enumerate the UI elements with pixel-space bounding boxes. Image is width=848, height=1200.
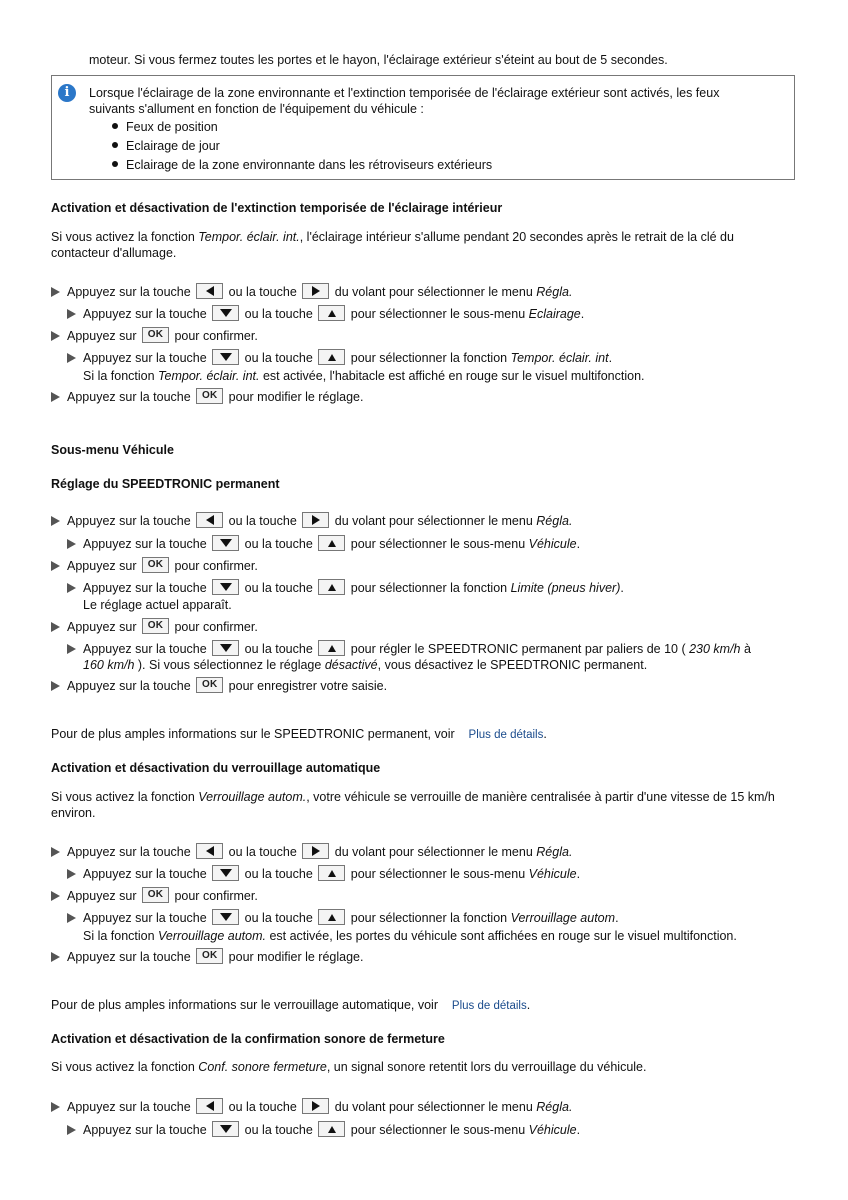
step-arrow-icon bbox=[67, 869, 76, 879]
section-heading: Activation et désactivation de la confirmation sonore de fermeture bbox=[51, 1032, 445, 1046]
step-arrow-icon bbox=[51, 847, 60, 857]
ok-key-icon: OK bbox=[196, 948, 223, 964]
up-key-icon bbox=[318, 865, 345, 881]
step: Appuyez sur OK pour confirmer. bbox=[51, 327, 258, 344]
step-arrow-icon bbox=[67, 644, 76, 654]
section-heading: Activation et désactivation de l'extinction temporisée de l'éclairage intérieur bbox=[51, 201, 503, 215]
info-text-line1: Lorsque l'éclairage de la zone environnante et l'extinction temporisée de l'éclairage extérieur sont activés, les feux bbox=[89, 86, 720, 100]
step: Appuyez sur OK pour confirmer. bbox=[51, 887, 258, 904]
ok-key-icon: OK bbox=[142, 887, 169, 903]
left-key-icon bbox=[196, 512, 223, 528]
step-arrow-icon bbox=[51, 681, 60, 691]
up-key-icon bbox=[318, 305, 345, 321]
paragraph: contacteur d'allumage. bbox=[51, 246, 177, 260]
down-key-icon bbox=[212, 579, 239, 595]
step-note: 160 km/h ). Si vous sélectionnez le réglage désactivé, vous désactivez le SPEEDTRONIC permanent. bbox=[83, 658, 648, 672]
right-key-icon bbox=[302, 843, 329, 859]
substep: Appuyez sur la touche ou la touche pour sélectionner la fonction Verrouillage autom. bbox=[67, 909, 619, 926]
down-key-icon bbox=[212, 865, 239, 881]
substep: Appuyez sur la touche ou la touche pour sélectionner le sous-menu Véhicule. bbox=[67, 1121, 580, 1138]
more-details-link[interactable]: Plus de détails bbox=[451, 1000, 527, 1012]
step-arrow-icon bbox=[67, 309, 76, 319]
step: Appuyez sur la touche ou la touche du volant pour sélectionner le menu Régla. bbox=[51, 283, 572, 300]
step: Appuyez sur la touche OK pour enregistrer votre saisie. bbox=[51, 677, 387, 694]
bullet-icon bbox=[112, 123, 118, 129]
step-arrow-icon bbox=[51, 287, 60, 297]
info-icon: i bbox=[58, 84, 76, 102]
left-key-icon bbox=[196, 843, 223, 859]
info-text-line2: suivants s'allument en fonction de l'équipement du véhicule : bbox=[89, 102, 424, 116]
step-note: Si la fonction Tempor. éclair. int. est activée, l'habitacle est affiché en rouge sur le visuel multifonction. bbox=[83, 369, 645, 383]
step-arrow-icon bbox=[51, 516, 60, 526]
ok-key-icon: OK bbox=[142, 618, 169, 634]
ok-key-icon: OK bbox=[196, 388, 223, 404]
step-arrow-icon bbox=[51, 952, 60, 962]
step-arrow-icon bbox=[51, 331, 60, 341]
more-info: Pour de plus amples informations sur le verrouillage automatique, voir Plus de détails. bbox=[51, 998, 531, 1012]
step-note: Le réglage actuel apparaît. bbox=[83, 598, 232, 612]
step-arrow-icon bbox=[67, 1125, 76, 1135]
step: Appuyez sur la touche OK pour modifier le réglage. bbox=[51, 388, 363, 405]
substep: Appuyez sur la touche ou la touche pour sélectionner la fonction Tempor. éclair. int. bbox=[67, 349, 612, 366]
step-arrow-icon bbox=[67, 353, 76, 363]
info-bullet: Eclairage de la zone environnante dans les rétroviseurs extérieurs bbox=[112, 157, 492, 173]
down-key-icon bbox=[212, 535, 239, 551]
step: Appuyez sur OK pour confirmer. bbox=[51, 557, 258, 574]
step-arrow-icon bbox=[51, 392, 60, 402]
step-arrow-icon bbox=[51, 561, 60, 571]
step-arrow-icon bbox=[67, 913, 76, 923]
ok-key-icon: OK bbox=[142, 557, 169, 573]
section-heading: Activation et désactivation du verrouillage automatique bbox=[51, 761, 381, 775]
up-key-icon bbox=[318, 1121, 345, 1137]
step: Appuyez sur la touche ou la touche du volant pour sélectionner le menu Régla. bbox=[51, 843, 572, 860]
substep: Appuyez sur la touche ou la touche pour sélectionner la fonction Limite (pneus hiver). bbox=[67, 579, 624, 596]
up-key-icon bbox=[318, 579, 345, 595]
right-key-icon bbox=[302, 512, 329, 528]
left-key-icon bbox=[196, 283, 223, 299]
info-bullet: Eclairage de jour bbox=[112, 138, 220, 154]
bullet-icon bbox=[112, 142, 118, 148]
step-arrow-icon bbox=[67, 539, 76, 549]
paragraph: environ. bbox=[51, 806, 96, 820]
bullet-icon bbox=[112, 161, 118, 167]
paragraph: Si vous activez la fonction Tempor. éclair. int., l'éclairage intérieur s'allume pendant 20 secondes après le retrait de la clé du bbox=[51, 230, 734, 244]
substep: Appuyez sur la touche ou la touche pour sélectionner le sous-menu Eclairage. bbox=[67, 305, 584, 322]
step-arrow-icon bbox=[67, 583, 76, 593]
step-note: Si la fonction Verrouillage autom. est activée, les portes du véhicule sont affichées en rouge sur le visuel multifonction. bbox=[83, 929, 737, 943]
step: Appuyez sur la touche OK pour modifier le réglage. bbox=[51, 948, 363, 965]
up-key-icon bbox=[318, 535, 345, 551]
info-bullet: Feux de position bbox=[112, 119, 218, 135]
ok-key-icon: OK bbox=[196, 677, 223, 693]
paragraph: Si vous activez la fonction Conf. sonore fermeture, un signal sonore retentit lors du verrouillage du véhicule. bbox=[51, 1060, 647, 1074]
step: Appuyez sur OK pour confirmer. bbox=[51, 618, 258, 635]
intro-text: moteur. Si vous fermez toutes les portes et le hayon, l'éclairage extérieur s'éteint au bout de 5 secondes. bbox=[89, 53, 668, 67]
right-key-icon bbox=[302, 283, 329, 299]
up-key-icon bbox=[318, 909, 345, 925]
section-heading: Sous-menu Véhicule bbox=[51, 443, 174, 457]
down-key-icon bbox=[212, 305, 239, 321]
step-arrow-icon bbox=[51, 891, 60, 901]
step: Appuyez sur la touche ou la touche du volant pour sélectionner le menu Régla. bbox=[51, 1098, 572, 1115]
up-key-icon bbox=[318, 640, 345, 656]
left-key-icon bbox=[196, 1098, 223, 1114]
substep: Appuyez sur la touche ou la touche pour régler le SPEEDTRONIC permanent par paliers de 10 ( 230 km/h à bbox=[67, 640, 751, 657]
paragraph: Si vous activez la fonction Verrouillage autom., votre véhicule se verrouille de manière centralisée à partir d'une vitesse de 15 km/h bbox=[51, 790, 775, 804]
subsection-heading: Réglage du SPEEDTRONIC permanent bbox=[51, 477, 280, 491]
step: Appuyez sur la touche ou la touche du volant pour sélectionner le menu Régla. bbox=[51, 512, 572, 529]
right-key-icon bbox=[302, 1098, 329, 1114]
up-key-icon bbox=[318, 349, 345, 365]
substep: Appuyez sur la touche ou la touche pour sélectionner le sous-menu Véhicule. bbox=[67, 865, 580, 882]
substep: Appuyez sur la touche ou la touche pour sélectionner le sous-menu Véhicule. bbox=[67, 535, 580, 552]
down-key-icon bbox=[212, 909, 239, 925]
step-arrow-icon bbox=[51, 622, 60, 632]
step-arrow-icon bbox=[51, 1102, 60, 1112]
down-key-icon bbox=[212, 349, 239, 365]
down-key-icon bbox=[212, 640, 239, 656]
ok-key-icon: OK bbox=[142, 327, 169, 343]
more-details-link[interactable]: Plus de détails bbox=[468, 729, 544, 741]
down-key-icon bbox=[212, 1121, 239, 1137]
more-info: Pour de plus amples informations sur le SPEEDTRONIC permanent, voir Plus de détails. bbox=[51, 727, 547, 741]
